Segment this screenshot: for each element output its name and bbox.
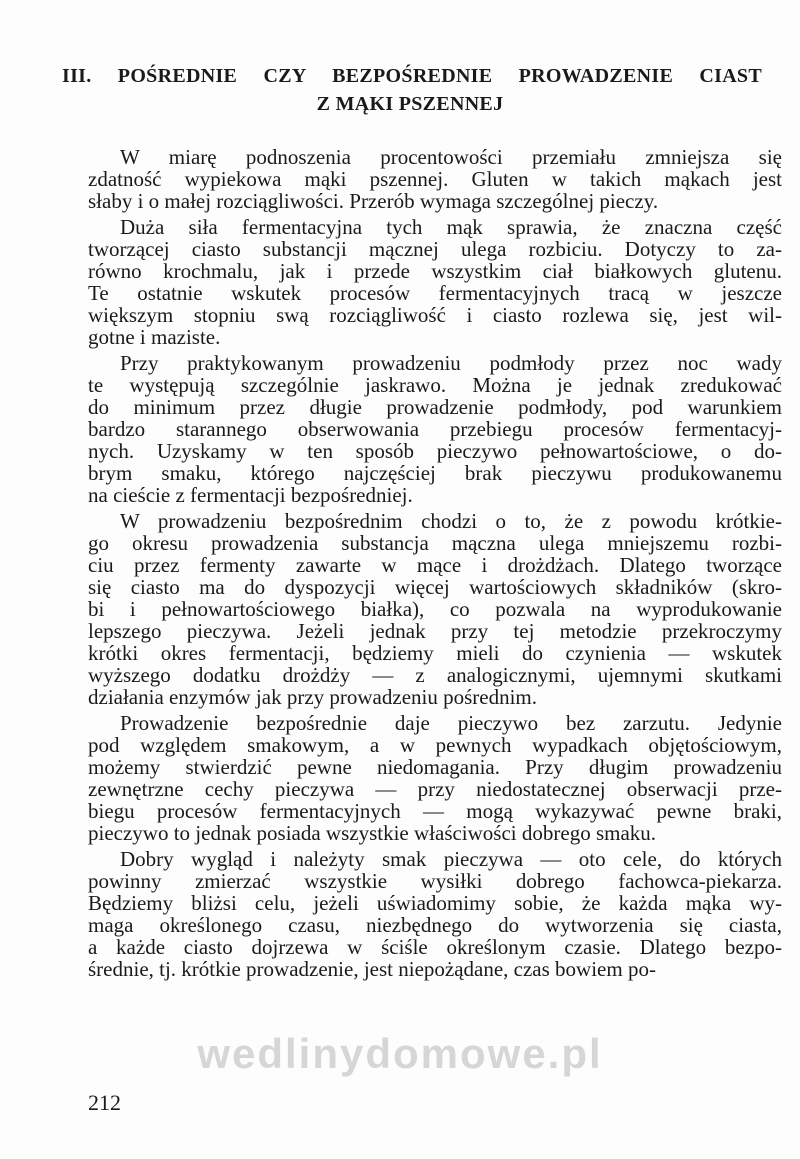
text-line: Duża siła fermentacyjna tych mąk sprawia, że znaczna część [120, 215, 782, 239]
paragraph [88, 216, 782, 348]
text-line: Przy praktykowanym prowadzeniu podmłody przez noc wady [120, 351, 782, 375]
text-line: nych. Uzyskamy w ten sposób pieczywo pełnowartościowe, o do- [88, 439, 782, 463]
text-line: średnie, tj. krótkie prowadzenie, jest niepożądane, czas bowiem po- [88, 957, 656, 981]
paragraph [88, 712, 782, 844]
text-line: do minimum przez długie prowadzenie podmłody, pod warunkiem [88, 395, 782, 419]
watermark: wedlinydomowe.pl [197, 1030, 603, 1077]
text-line: powinny zmierzać wszystkie wysiłki dobrego fachowca-piekarza. [88, 869, 782, 893]
text-line: na cieście z fermentacji bezpośredniej. [88, 483, 413, 507]
paragraph [88, 510, 782, 708]
text-line: wyższego dodatku drożdży — z analogicznymi, ujemnymi skutkami [88, 663, 782, 687]
text-line: W miarę podnoszenia procentowości przemiału zmniejsza się [120, 145, 782, 169]
text-line: biegu procesów fermentacyjnych — mogą wykazywać pewne braki, [88, 799, 782, 823]
text-line: Prowadzenie bezpośrednie daje pieczywo bez zarzutu. Jedynie [120, 711, 782, 735]
text-line: działania enzymów jak przy prowadzeniu pośrednim. [88, 685, 538, 709]
text-line: Te ostatnie wskutek procesów fermentacyjnych tracą w jeszcze [88, 281, 782, 305]
text-line: pieczywo to jednak posiada wszystkie właściwości dobrego smaku. [88, 821, 657, 845]
paragraph [88, 352, 782, 506]
text-line: tworzącej ciasto substancji mącznej ulega rozbiciu. Dotyczy to za- [88, 237, 782, 261]
text-line: ciu przez fermenty zawarte w mące i drożdżach. Dlatego tworzące [88, 553, 782, 577]
text-line: brym smaku, którego najczęściej brak pieczywu produkowanemu [88, 461, 782, 485]
paragraph [88, 848, 782, 980]
text-line: lepszego pieczywa. Jeżeli jednak przy tej metodzie przekroczymy [88, 619, 782, 643]
page-number: 212 [88, 1090, 121, 1115]
text-line: go okresu prowadzenia substancja mączna ulega mniejszemu rozbi- [88, 531, 782, 555]
text-line: Będziemy bliżsi celu, jeżeli uświadomimy sobie, że każda mąka wy- [88, 891, 782, 915]
text-line: bardzo starannego obserwowania przebiegu procesów fermentacyj- [88, 417, 782, 441]
text-line: te występują szczególnie jaskrawo. Można je jednak zredukować [88, 373, 782, 397]
text-line: zewnętrzne cechy pieczywa — przy niedostatecznej obserwacji prze- [88, 777, 782, 801]
text-line: Dobry wygląd i należyty smak pieczywa — oto cele, do których [120, 847, 782, 871]
chapter-heading-line-1: III. POŚREDNIE CZY BEZPOŚREDNIE PROWADZENIE CIAST [62, 65, 762, 87]
text-line: maga określonego czasu, niezbędnego do wytworzenia się ciasta, [88, 913, 782, 937]
body-text [88, 146, 782, 984]
text-line: krótki okres fermentacji, będziemy mieli do czynienia — wskutek [88, 641, 782, 665]
text-line: W prowadzeniu bezpośrednim chodzi o to, że z powodu krótkie- [120, 509, 782, 533]
text-line: bi i pełnowartościowego białka), co pozwala na wyprodukowanie [88, 597, 782, 621]
text-line: większym stopniu swą rozciągliwość i ciasto rozlewa się, jest wil- [88, 303, 782, 327]
text-line: równo krochmalu, jak i przede wszystkim ciał białkowych glutenu. [88, 259, 782, 283]
text-line: możemy stwierdzić pewne niedomagania. Przy długim prowadzeniu [88, 755, 782, 779]
text-line: zdatność wypiekowa mąki pszennej. Gluten w takich mąkach jest [88, 167, 782, 191]
chapter-heading-line-2: Z MĄKI PSZENNEJ [316, 93, 504, 115]
text-line: a każde ciasto dojrzewa w ściśle określonym czasie. Dlatego bezpo- [88, 935, 782, 959]
text-line: się ciasto ma do dyspozycji więcej wartościowych składników (skro- [88, 575, 782, 599]
text-line: słaby i o małej rozciągliwości. Przerób wymaga szczególnej pieczy. [88, 189, 659, 213]
paragraph [88, 146, 782, 212]
text-line: gotne i maziste. [88, 325, 221, 349]
text-line: pod względem smakowym, a w pewnych wypadkach objętościowym, [88, 733, 782, 757]
